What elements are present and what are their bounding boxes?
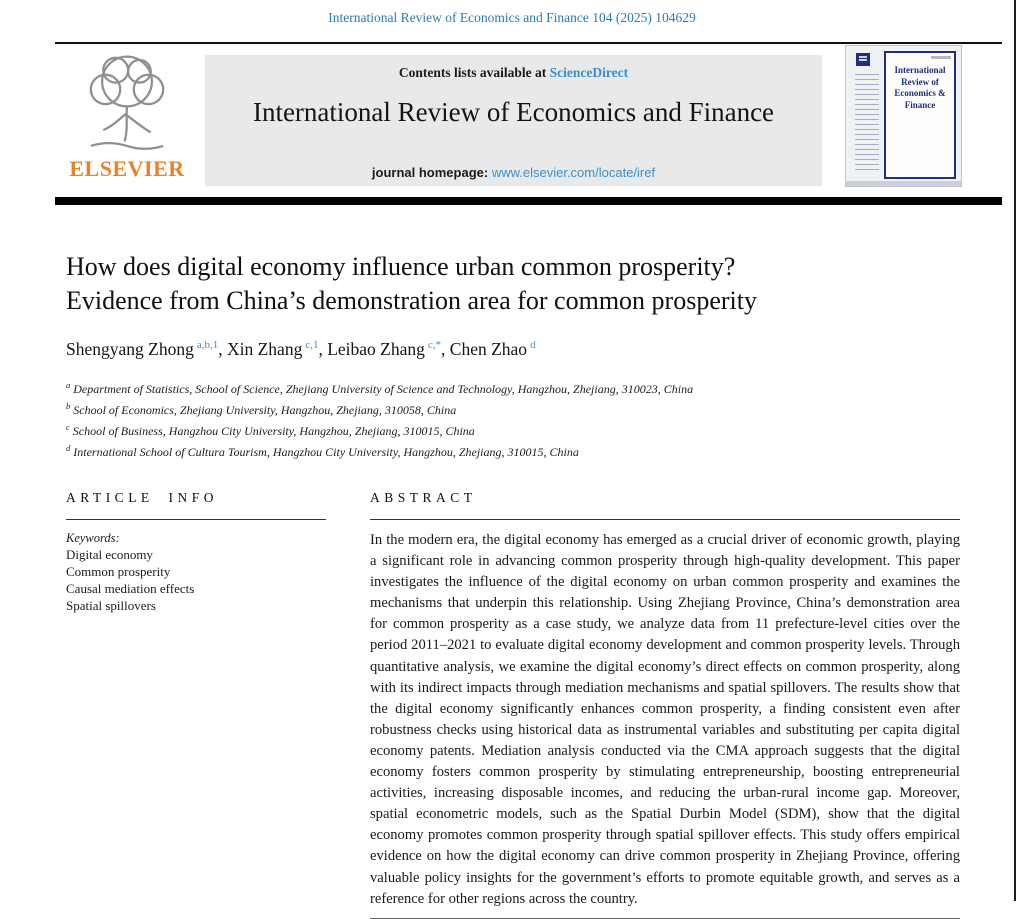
homepage-prefix: journal homepage: — [371, 165, 492, 180]
contents-line — [205, 65, 822, 81]
header-top-rule — [55, 42, 1002, 44]
author-list — [66, 339, 966, 360]
homepage-url-link[interactable]: www.elsevier.com/locate/iref — [491, 165, 656, 180]
author-name: Leibao Zhang — [327, 339, 425, 359]
author-affil-marker: c,1 — [305, 339, 319, 352]
contents-prefix: Contents lists available at — [398, 65, 550, 80]
article-info-section — [66, 490, 326, 614]
author-separator: , — [318, 339, 328, 359]
cover-page-strip — [931, 56, 951, 59]
homepage-line — [205, 165, 822, 180]
keyword-item: Digital economy — [66, 547, 154, 562]
author-separator: , — [218, 339, 227, 359]
affiliation-text: International School of Cultura Tourism, Hangzhou City University, Hangzhou, Zhejiang, 310015, China — [73, 445, 579, 459]
author — [327, 339, 450, 359]
author — [66, 339, 227, 359]
affiliation-marker: b — [66, 401, 71, 411]
elsevier-wordmark: ELSEVIER — [69, 156, 185, 181]
keyword-item: Spatial spillovers — [66, 598, 156, 613]
journal-banner — [55, 45, 1002, 188]
cover-toc-lines — [855, 74, 879, 170]
author — [450, 339, 536, 359]
sciencedirect-link[interactable]: ScienceDirect — [549, 65, 629, 80]
affiliation-text: School of Business, Hangzhou City University, Hangzhou, Zhejiang, 310015, China — [72, 424, 475, 438]
banner-divider-bar — [55, 197, 1002, 205]
author-separator: , — [441, 339, 450, 359]
keywords-label: Keywords: — [66, 531, 120, 545]
article-info-rule — [66, 519, 326, 520]
journal-masthead — [205, 55, 822, 186]
page-edge-line — [1014, 0, 1016, 901]
journal-title: International Review of Economics and Finance — [252, 97, 775, 127]
keyword-item: Causal mediation effects — [66, 581, 195, 596]
journal-cover-thumbnail — [845, 45, 962, 187]
author-name: Shengyang Zhong — [66, 339, 194, 359]
abstract-text: In the modern era, the digital economy has emerged as a crucial driver of economic growth, playing a significant role in advancing common prosperity through high-quality development. This paper investigates the influence of the digital economy on urban common prosperity and examines the mechanisms that underpin this relationship. Using Zhejiang Province, China’s demonstration area for common prosperity as a case study, we analyze data from 11 prefecture-level cities over the period 2011–2021 to evaluate digital economy development and common prosperity levels. Through quantitative analysis, we examine the digital economy’s direct effects on common prosperity, along with its indirect impacts through mediation mechanisms and spatial spillovers. The results show that the digital economy significantly enhances common prosperity, a finding consistent even after robustness checks using historical data as instrumental variables and substituting per capita digital economy patents. Mediation analysis conducted via the CMA approach suggests that the digital economy fosters common prosperity by stimulating entrepreneurship, boosting entrepreneurial activities, increasing disposable incomes, and reducing the urban-rural income gap. Moreover, spatial econometric models, such as the Spatial Durbin Model (SDM), show that the digital economy promotes common prosperity through spatial spillover effects. This study offers empirical evidence on how the digital economy can drive common prosperity in Zhejiang Province, offering valuable policy insights for the government’s efforts to promote equitable growth, and serves as a reference for other regions across the country. — [370, 532, 960, 907]
journal-citation-link[interactable]: International Review of Economics and Finance 104 (2025) 104629 — [328, 10, 696, 25]
abstract-rule — [370, 519, 960, 520]
cover-journal-title: International Review of Economics & Finance — [894, 65, 946, 111]
article-title-line1: How does digital economy influence urban common prosperity? — [66, 252, 736, 281]
cover-title-panel — [884, 51, 956, 179]
article-title-line2: Evidence from China’s demonstration area for common prosperity — [66, 286, 757, 315]
affiliation-row — [66, 377, 966, 398]
author-affil-marker: d — [530, 339, 536, 352]
affiliation-list — [66, 377, 966, 461]
cover-bottom-band — [846, 181, 961, 186]
cover-emblem-icon — [856, 53, 870, 66]
author-affil-marker: a,b,1 — [196, 339, 219, 352]
author — [227, 339, 327, 359]
abstract-heading: ABSTRACT — [370, 490, 477, 505]
affiliation-marker: c — [66, 422, 70, 432]
article-info-heading: ARTICLE INFO — [66, 490, 219, 505]
author-affil-marker: c,* — [427, 339, 442, 352]
elsevier-logo — [59, 51, 195, 182]
affiliation-marker: a — [66, 380, 71, 390]
affiliation-text: School of Economics, Zhejiang University, Hangzhou, Zhejiang, 310058, China — [73, 403, 457, 417]
abstract-section — [370, 490, 960, 919]
affiliation-text: Department of Statistics, School of Science, Zhejiang University of Science and Technology, Hangzhou, Zhejiang, 310023, China — [73, 382, 694, 396]
author-name: Chen Zhao — [449, 339, 528, 359]
affiliation-marker: d — [66, 443, 71, 453]
article-title — [66, 250, 966, 318]
affiliation-row — [66, 398, 966, 419]
author-name: Xin Zhang — [226, 339, 303, 359]
affiliation-row — [66, 440, 966, 461]
keyword-item: Common prosperity — [66, 564, 171, 579]
affiliation-row — [66, 419, 966, 440]
elsevier-tree-icon — [68, 51, 186, 155]
